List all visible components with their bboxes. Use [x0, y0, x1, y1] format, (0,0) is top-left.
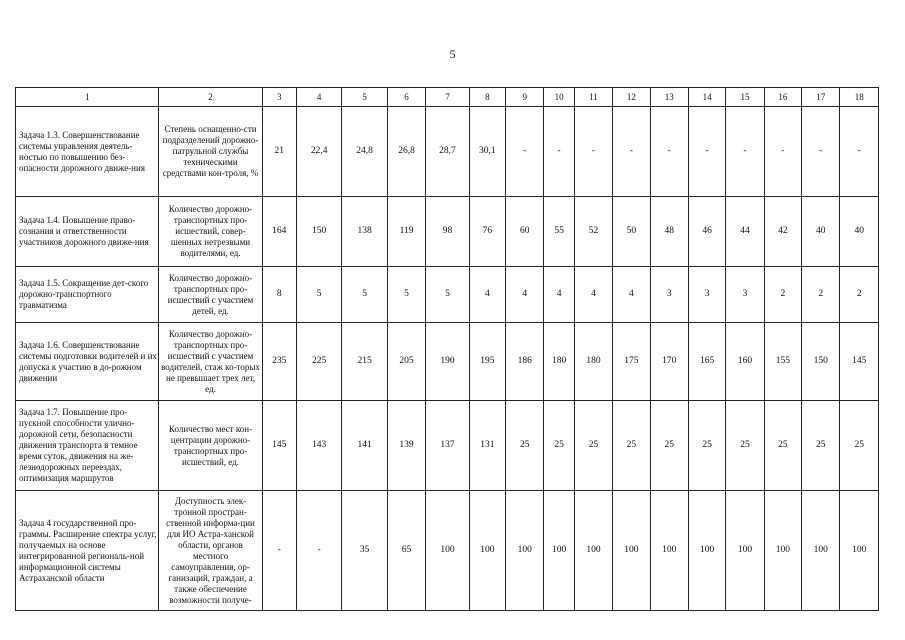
value-cell: 164	[262, 197, 296, 267]
value-cell: 145	[262, 401, 296, 491]
task-cell: Задача 1.6. Совершенствование системы подготовки водителей и их допуска к участию в до-рожном движении	[16, 323, 159, 401]
value-cell: 150	[802, 323, 840, 401]
header-cell: 7	[426, 88, 469, 107]
header-cell: 5	[342, 88, 387, 107]
value-cell: 42	[764, 197, 801, 267]
task-cell: Задача 1.3. Совершенствование системы управления деятель-ностью по повышению без-опасности дорожного движе-ния	[16, 107, 159, 197]
value-cell: -	[726, 107, 764, 197]
value-cell: 180	[544, 323, 574, 401]
header-cell: 4	[296, 88, 341, 107]
value-cell: 100	[469, 491, 505, 611]
value-cell: 25	[574, 401, 612, 491]
value-cell: 2	[840, 267, 879, 323]
header-cell: 16	[764, 88, 801, 107]
value-cell: 46	[688, 197, 725, 267]
value-cell: 4	[574, 267, 612, 323]
value-cell: 170	[650, 323, 688, 401]
value-cell: 21	[262, 107, 296, 197]
value-cell: 100	[650, 491, 688, 611]
header-cell: 9	[506, 88, 544, 107]
value-cell: 25	[802, 401, 840, 491]
value-cell: 24,8	[342, 107, 387, 197]
value-cell: 180	[574, 323, 612, 401]
value-cell: 2	[802, 267, 840, 323]
value-cell: 52	[574, 197, 612, 267]
value-cell: 22,4	[296, 107, 341, 197]
value-cell: 5	[296, 267, 341, 323]
header-cell: 3	[262, 88, 296, 107]
header-cell: 6	[387, 88, 425, 107]
value-cell: 205	[387, 323, 425, 401]
value-cell: 195	[469, 323, 505, 401]
value-cell: 26,8	[387, 107, 425, 197]
value-cell: 160	[726, 323, 764, 401]
value-cell: 225	[296, 323, 341, 401]
value-cell: 143	[296, 401, 341, 491]
header-cell: 18	[840, 88, 879, 107]
indicator-cell: Степень оснащенно-сти подразделений дорожно-патрульной службы техническими средствами кон-троля, %	[159, 107, 262, 197]
table-row	[16, 107, 879, 197]
value-cell: 141	[342, 401, 387, 491]
indicator-cell: Количество дорожно-транспортных про-исшествий с участием детей, ед.	[159, 267, 262, 323]
table-row	[16, 491, 879, 611]
value-cell: 100	[726, 491, 764, 611]
value-cell: -	[650, 107, 688, 197]
value-cell: 119	[387, 197, 425, 267]
value-cell: 4	[544, 267, 574, 323]
indicator-cell: Количество дорожно-транспортных про-исшествий с участием водителей, стаж ко-торых не превышает трех лет, ед.	[159, 323, 262, 401]
value-cell: -	[544, 107, 574, 197]
value-cell: 8	[262, 267, 296, 323]
header-cell: 11	[574, 88, 612, 107]
value-cell: 40	[802, 197, 840, 267]
value-cell: 186	[506, 323, 544, 401]
task-cell: Задача 4 государственной про-граммы. Расширение спектра услуг, получаемых на основе интегрированной региональ-ной информационной системы Астраханской области	[16, 491, 159, 611]
value-cell: 25	[726, 401, 764, 491]
value-cell: 65	[387, 491, 425, 611]
task-cell: Задача 1.5. Сокращение дет-ского дорожно-транспортного травматизма	[16, 267, 159, 323]
indicator-cell: Количество дорожно-транспортных про-исшествий, совер-шенных нетрезвыми водителями, ед.	[159, 197, 262, 267]
table-row	[16, 401, 879, 491]
table-row	[16, 323, 879, 401]
value-cell: -	[262, 491, 296, 611]
value-cell: 4	[506, 267, 544, 323]
value-cell: 25	[650, 401, 688, 491]
value-cell: -	[764, 107, 801, 197]
value-cell: 100	[613, 491, 650, 611]
value-cell: 98	[426, 197, 469, 267]
value-cell: -	[802, 107, 840, 197]
header-cell: 17	[802, 88, 840, 107]
header-cell: 1	[16, 88, 159, 107]
header-cell: 15	[726, 88, 764, 107]
value-cell: -	[574, 107, 612, 197]
value-cell: 25	[544, 401, 574, 491]
value-cell: 55	[544, 197, 574, 267]
value-cell: -	[688, 107, 725, 197]
value-cell: 100	[764, 491, 801, 611]
header-cell: 13	[650, 88, 688, 107]
value-cell: 100	[840, 491, 879, 611]
value-cell: 175	[613, 323, 650, 401]
value-cell: 2	[764, 267, 801, 323]
task-cell: Задача 1.7. Повышение про-пускной способности улично-дорожной сети, безопасности движения транспорта в темное время суток, движения на же-лезнодорожных переездах, оптимизация маршрутов	[16, 401, 159, 491]
value-cell: 48	[650, 197, 688, 267]
header-row	[16, 88, 879, 107]
value-cell: 190	[426, 323, 469, 401]
value-cell: 25	[613, 401, 650, 491]
value-cell: -	[296, 491, 341, 611]
table-row	[16, 197, 879, 267]
value-cell: 25	[840, 401, 879, 491]
value-cell: 50	[613, 197, 650, 267]
value-cell: -	[506, 107, 544, 197]
value-cell: 155	[764, 323, 801, 401]
value-cell: 5	[426, 267, 469, 323]
value-cell: 150	[296, 197, 341, 267]
value-cell: -	[840, 107, 879, 197]
table-row	[16, 267, 879, 323]
indicator-cell: Доступность элек-тронной простран-ственной информа-ции для ИО Астра-ханской области, органов местного самоуправления, ор-ганизаций, граждан, а также обеспечение возможности получе-	[159, 491, 262, 611]
value-cell: 44	[726, 197, 764, 267]
header-cell: 2	[159, 88, 262, 107]
value-cell: 165	[688, 323, 725, 401]
value-cell: 40	[840, 197, 879, 267]
value-cell: 60	[506, 197, 544, 267]
value-cell: -	[613, 107, 650, 197]
value-cell: 3	[726, 267, 764, 323]
value-cell: 100	[688, 491, 725, 611]
value-cell: 100	[574, 491, 612, 611]
value-cell: 4	[613, 267, 650, 323]
value-cell: 139	[387, 401, 425, 491]
value-cell: 30,1	[469, 107, 505, 197]
value-cell: 145	[840, 323, 879, 401]
value-cell: 76	[469, 197, 505, 267]
value-cell: 215	[342, 323, 387, 401]
value-cell: 28,7	[426, 107, 469, 197]
value-cell: 138	[342, 197, 387, 267]
value-cell: 235	[262, 323, 296, 401]
value-cell: 137	[426, 401, 469, 491]
value-cell: 100	[506, 491, 544, 611]
value-cell: 5	[342, 267, 387, 323]
value-cell: 131	[469, 401, 505, 491]
value-cell: 100	[426, 491, 469, 611]
value-cell: 25	[764, 401, 801, 491]
value-cell: 3	[650, 267, 688, 323]
value-cell: 3	[688, 267, 725, 323]
value-cell: 25	[506, 401, 544, 491]
header-cell: 8	[469, 88, 505, 107]
header-cell: 10	[544, 88, 574, 107]
value-cell: 4	[469, 267, 505, 323]
header-cell: 12	[613, 88, 650, 107]
indicators-table	[15, 87, 879, 611]
value-cell: 100	[544, 491, 574, 611]
task-cell: Задача 1.4. Повышение право-сознания и ответственности участников дорожного движе-ния	[16, 197, 159, 267]
value-cell: 35	[342, 491, 387, 611]
indicator-cell: Количество мест кон-центрации дорожно-транспортных про-исшествий, ед.	[159, 401, 262, 491]
page-number: 5	[449, 47, 456, 61]
value-cell: 5	[387, 267, 425, 323]
value-cell: 100	[802, 491, 840, 611]
value-cell: 25	[688, 401, 725, 491]
header-cell: 14	[688, 88, 725, 107]
